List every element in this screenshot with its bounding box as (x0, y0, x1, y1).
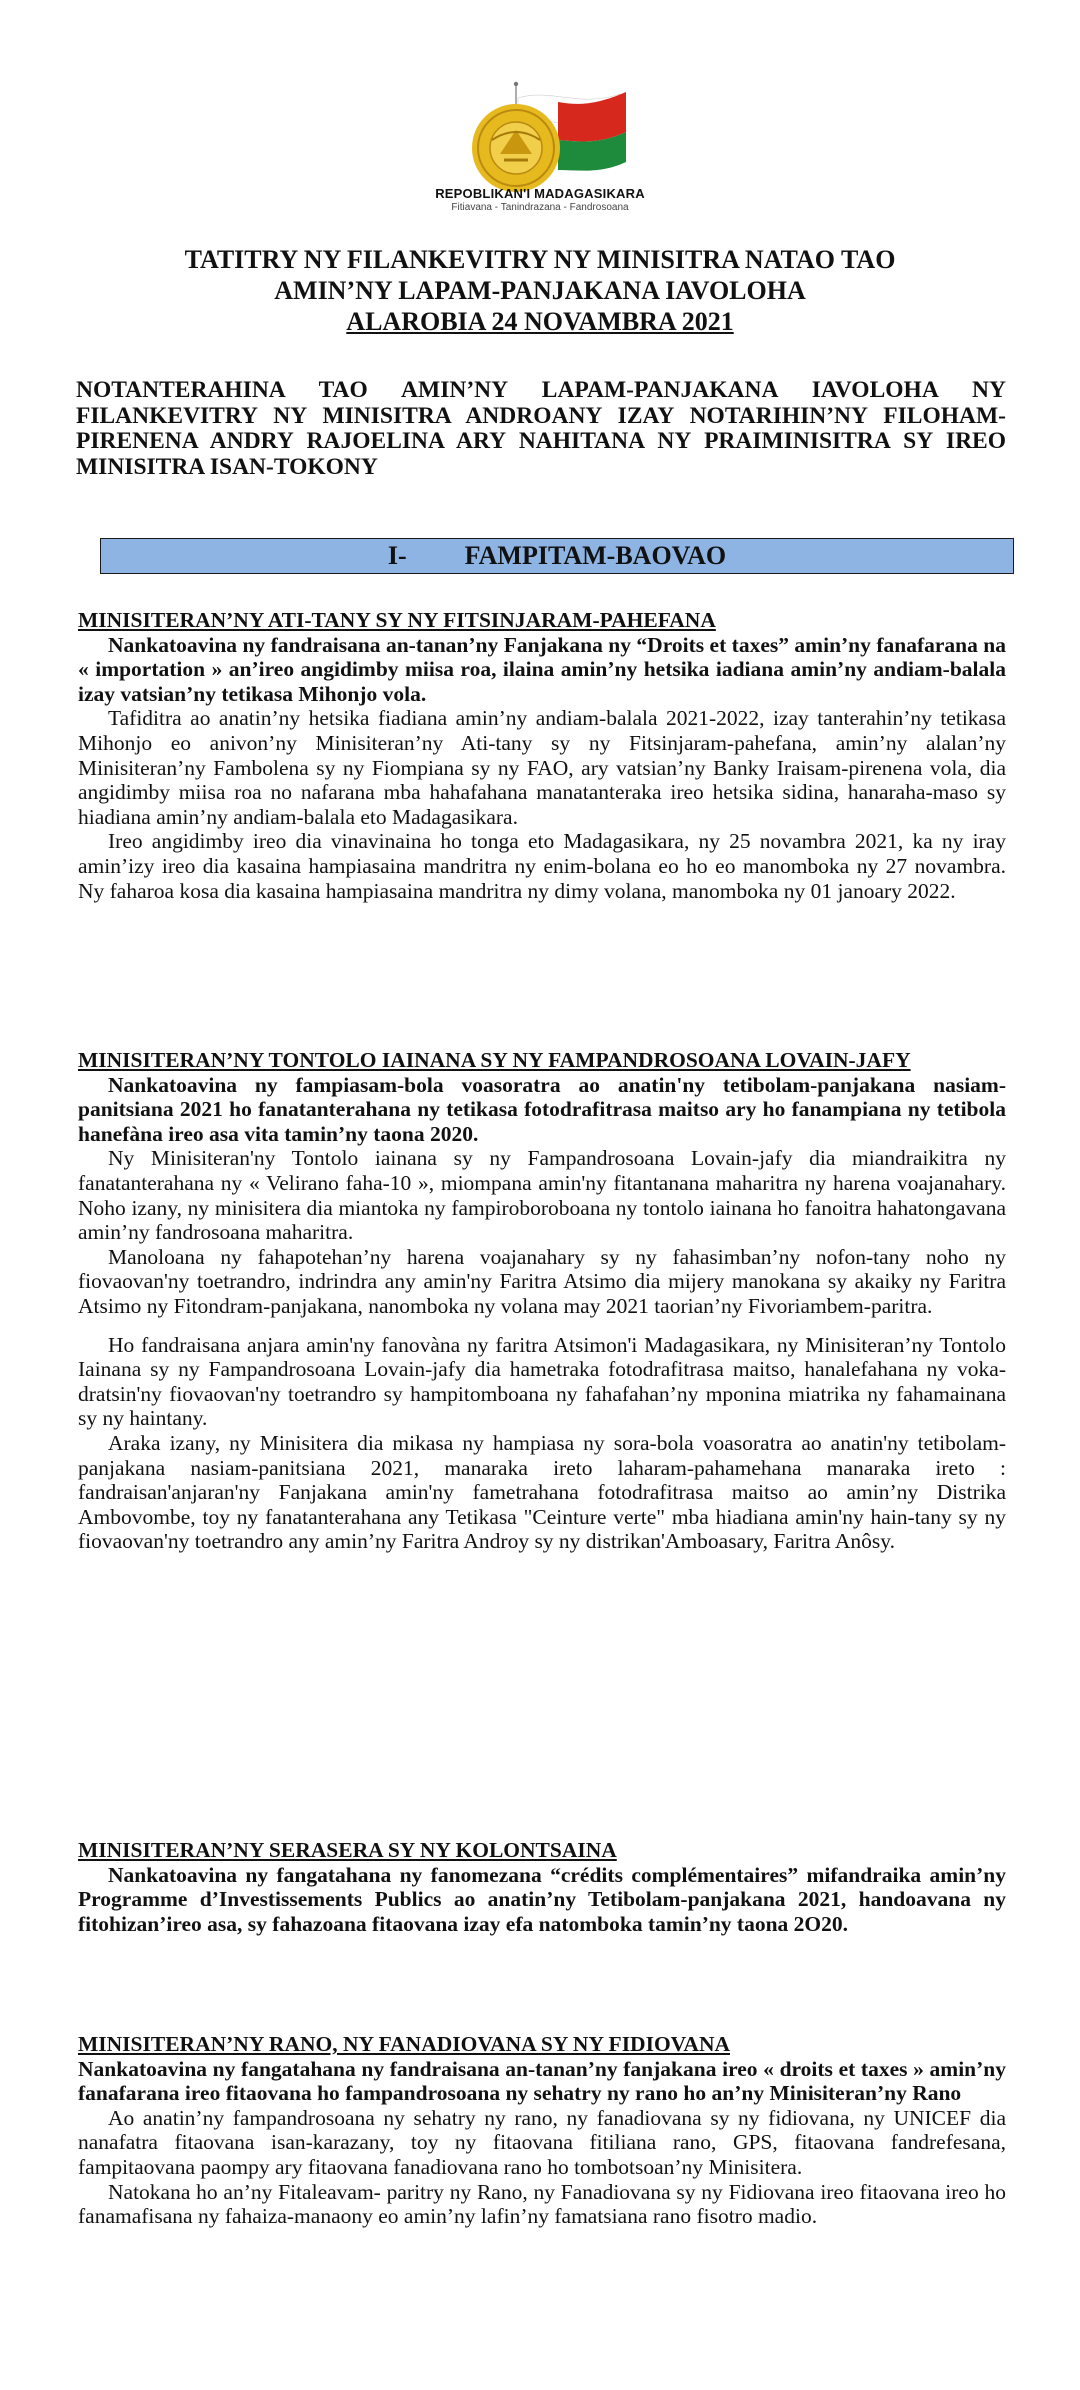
ministry-section-tontolo-iainana (78, 1048, 1006, 1554)
ministry-section-serasera (78, 1838, 1006, 1936)
ministry-heading: MINISITERAN’NY SERASERA SY NY KOLONTSAINA (78, 1838, 617, 1862)
ministry-heading: MINISITERAN’NY TONTOLO IAINANA SY NY FAMPANDROSOANA LOVAIN-JAFY (78, 1048, 911, 1072)
ministry-section-ati-tany (78, 608, 1006, 903)
ministry-decision: Nankatoavina ny fangatahana ny fanomezana “crédits complémentaires” mifandraika amin’ny Programme d’Investissements Publics ao anatin’ny Tetibolam-panjakana 2021, handoavana ny fitohizan’ireo asa, sy fahazoana fitaovana izay efa natomboka tamin’ny taona 2O20. (78, 1862, 1006, 1936)
title-line-2: AMIN’NY LAPAM-PANJAKANA IAVOLOHA (274, 276, 806, 305)
section-number: I- (387, 541, 407, 570)
emblem-caption (400, 186, 680, 213)
document-subtitle: NOTANTERAHINA TAO AMIN’NY LAPAM-PANJAKANA IAVOLOHA NY FILANKEVITRY NY MINISITRA ANDROANY IZAY NOTARIHIN’NY FILOHAM-PIRENENA ANDRY RAJOELINA ARY NAHITANA NY PRAIMINISITRA SY IREO MINISITRA ISAN-TOKONY (76, 377, 1006, 480)
ministry-heading: MINISITERAN’NY RANO, NY FANADIOVANA SY NY FIDIOVANA (78, 2032, 731, 2056)
ministry-decision: Nankatoavina ny fampiasam-bola voasoratra ao anatin'ny tetibolam-panjakana nasiam-panitsiana 2021 ho fanatanterahana ny tetikasa fotodrafitrasa maitso ary ho fanampiana ny tetibola hanefàna ireo asa vita tamin’ny taona 2020. (78, 1072, 1006, 1146)
section-header (100, 538, 1014, 574)
ministry-paragraph: Manoloana ny fahapotehan’ny harena voajanahary sy ny fahasimban’ny nofon-tany noho ny fiovaovan'ny toetrandro, indrindra any amin'ny Faritra Atsimo dia mijery manokana sy akaiky ny Faritra Atsimo ny Fitondram-panjakana, nanomboka ny volana may 2021 taorian’ny Fivoriambem-paritra. (78, 1244, 1006, 1318)
ministry-paragraph: Ireo angidimby ireo dia vinavinaina ho tonga eto Madagasikara, ny 25 novambra 2021, ka ny iray amin’izy ireo dia kasaina hampiasaina mandritra ny enim-bolana eo ho eo manomboka ny 27 novambra. Ny faharoa kosa dia kasaina hampiasaina mandritra ny dimy volana, manomboka ny 01 janoary 2022. (78, 829, 1006, 903)
section-title: FAMPITAM-BAOVAO (464, 541, 727, 570)
republic-motto: Fitiavana - Tanindrazana - Fandrosoana (451, 202, 629, 213)
republic-name: REPOBLIKAN'I MADAGASIKARA (435, 186, 645, 201)
ministry-paragraph: Natokana ho an’ny Fitaleavam- paritry ny Rano, ny Fanadiovana sy ny Fidiovana ireo fitaovana ireo ho fanamafisana ny fahaiza-manaony eo amin’ny lafin’ny famatsiana rano fisotro madio. (78, 2179, 1006, 2229)
ministry-heading: MINISITERAN’NY ATI-TANY SY NY FITSINJARAM-PAHEFANA (78, 608, 716, 632)
document-title (70, 244, 1010, 337)
ministry-section-rano (78, 2032, 1006, 2229)
ministry-paragraph: Tafiditra ao anatin’ny hetsika fiadiana amin’ny andiam-balala 2021-2022, izay tanterahin’ny tetikasa Mihonjo eo anivon’ny Minisiteran’ny Ati-tany sy ny Fitsinjaram-pahefana, amin’ny alalan’ny Minisiteran’ny Fambolena sy ny Fiompiana sy ny FAO, ary vatsian’ny Banky Iraisam-pirenena vola, dia angidimby miisa roa no nafarana mba hahafahana manatanteraka ireo hetsika sidina, hanaraha-maso sy hiadiana amin’ny andiam-balala eto Madagasikara. (78, 706, 1006, 829)
ministry-paragraph: Ho fandraisana anjara amin'ny fanovàna ny faritra Atsimon'i Madagasikara, ny Minisiteran’ny Tontolo Iainana sy ny Fampandrosoana Lovain-jafy dia hametraka fotodrafitrasa maitso, hanalefahana ny voka-dratsin'ny fiovaovan'ny toetrandro sy hampitomboana ny fahafahan’ny mponina miatrika ny fahamainana sy ny haintany. (78, 1332, 1006, 1431)
title-date: ALAROBIA 24 NOVAMBRA 2021 (346, 307, 734, 336)
title-line-1: TATITRY NY FILANKEVITRY NY MINISITRA NATAO TAO (184, 245, 896, 274)
ministry-paragraph: Ny Minisiteran'ny Tontolo iainana sy ny Fampandrosoana Lovain-jafy dia miandraikitra ny fanatanterahana ny « Velirano faha-10 », miompana amin'ny fitantanana maharitra ny harena voajanahary. Noho izany, ny minisitera dia miantoka ny fampiroboroboana ny tontolo iainana ho fanoitra hahatongavana amin’ny fandrosoana maharitra. (78, 1146, 1006, 1245)
ministry-decision: Nankatoavina ny fangatahana ny fandraisana an-tanan’ny fanjakana ireo « droits et taxes » amin’ny fanafarana ireo fitaovana ho fampandrosoana ny sehatry ny rano ho an’ny Minisiteran’ny Rano (78, 2056, 1006, 2106)
ministry-paragraph: Ao anatin’ny fampandrosoana ny sehatry ny rano, ny fanadiovana sy ny fidiovana, ny UNICEF dia nanafatra fitaovana isan-karazany, toy ny fitaovana fitiliana rano, GPS, fitaovana fandrefesana, fampitaovana paompy ary fitaovana fanadiovana rano ho tombotsoan’ny Minisitera. (78, 2105, 1006, 2179)
ministry-paragraph: Araka izany, ny Minisitera dia mikasa ny hampiasa ny sora-bola voasoratra ao anatin'ny tetibolam-panjakana nasiam-panitsiana 2021, manaraka ireto laharam-pahamehana manaraka ireto : fandraisan'anjaran'ny Fanjakana amin'ny fametrahana fotodrafitrasa maitso ao amin’ny Distrika Ambovombe, toy ny fanatanterahana any Tetikasa "Ceinture verte" mba hiadiana amin'ny hain-tany sy ny fiovaovan'ny toetrandro any amin’ny Faritra Androy sy ny distrikan'Amboasary, Faritra Anôsy. (78, 1430, 1006, 1554)
ministry-decision: Nankatoavina ny fandraisana an-tanan’ny Fanjakana ny “Droits et taxes” amin’ny fanafarana na « importation » an’ireo angidimby miisa roa, ilaina amin’ny hetsika iadiana amin’ny andiam-balala izay vatsian’ny tetikasa Mihonjo vola. (78, 632, 1006, 706)
